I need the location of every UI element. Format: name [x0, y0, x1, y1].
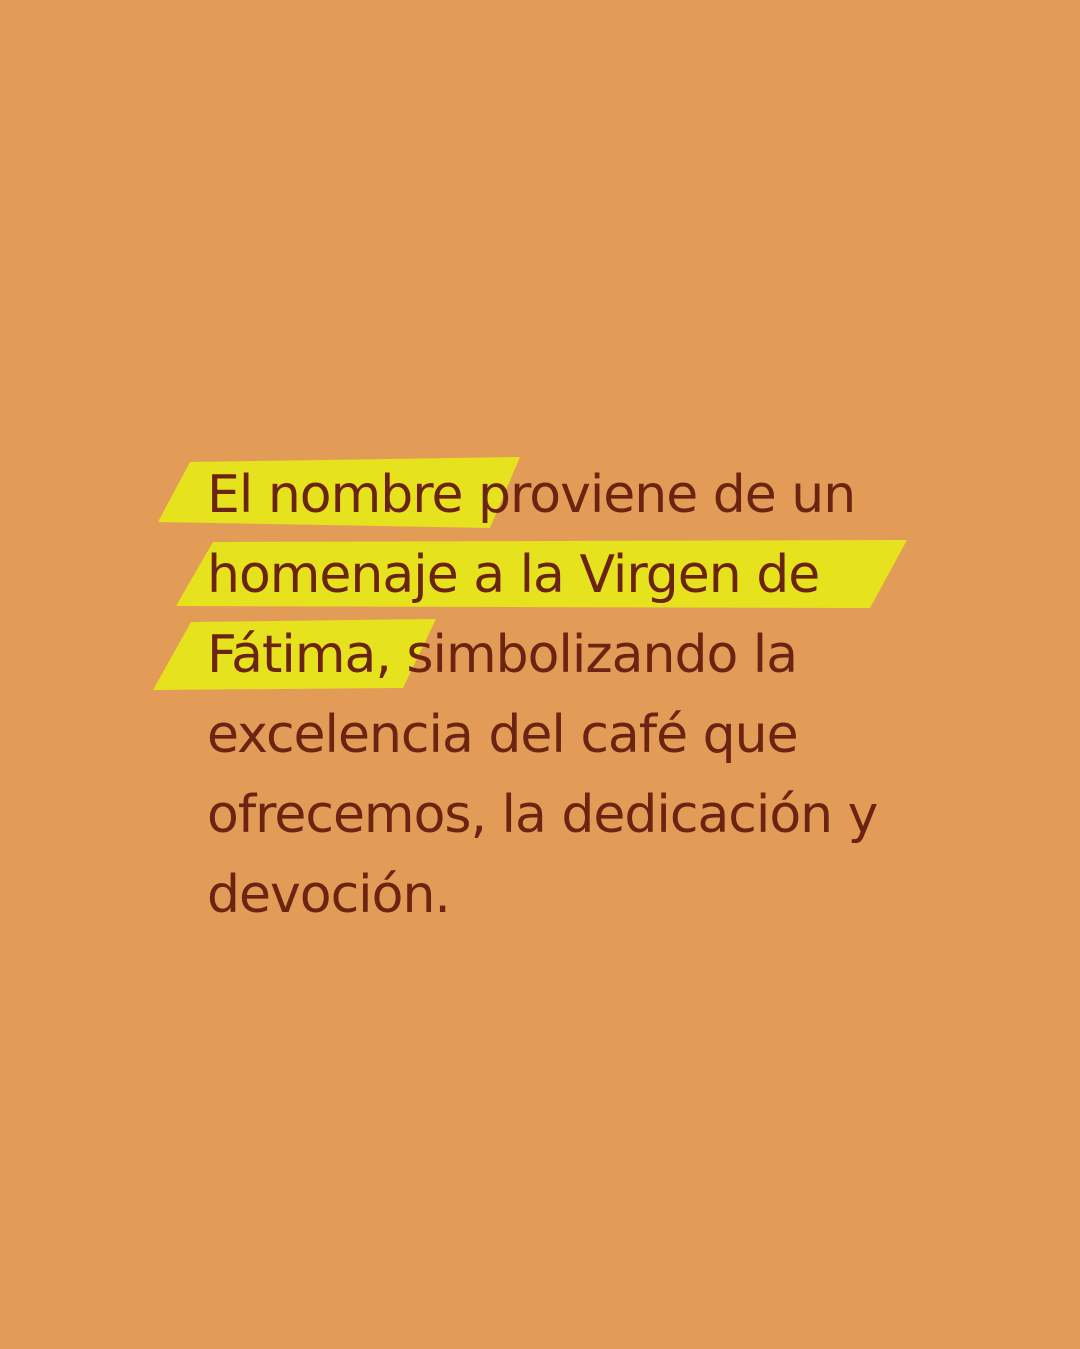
quote-paragraph	[207, 455, 1007, 935]
paragraph-line-2: homenaje a la Virgen de	[207, 545, 820, 605]
paragraph-line-4: excelencia del café que	[207, 705, 798, 765]
paragraph-line-6: devoción.	[207, 865, 450, 925]
paragraph-line-5: ofrecemos, la dedicación y	[207, 785, 878, 845]
paragraph-line-3: Fátima, simbolizando la	[207, 625, 798, 685]
paragraph-line-1: El nombre proviene de un	[207, 465, 856, 525]
